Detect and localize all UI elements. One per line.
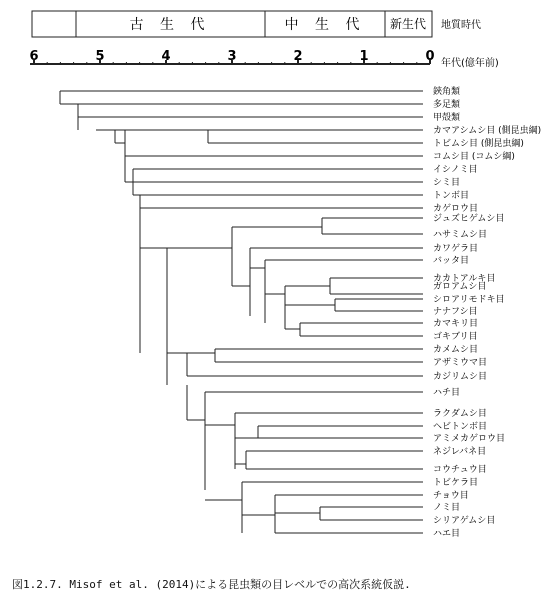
tick-label-0: 0 <box>425 49 435 64</box>
taxon-label: イシノミ目 <box>433 165 478 175</box>
taxon-label: コムシ目 (コムシ綱) <box>433 152 515 162</box>
taxon-label: 甲殻類 <box>433 113 461 123</box>
tick-label-5: 5 <box>95 49 105 64</box>
taxon-labels <box>433 85 541 539</box>
taxon-label: トビムシ目 (側昆虫綱) <box>433 139 524 149</box>
taxon-label: アザミウマ目 <box>433 358 488 368</box>
taxon-label: ハサミムシ目 <box>433 230 488 240</box>
taxon-label: ハエ目 <box>433 529 461 539</box>
era-box <box>32 11 432 37</box>
taxon-label: カワゲラ目 <box>433 244 479 254</box>
tick-label-4: 4 <box>161 49 171 64</box>
taxon-label: ヘビトンボ目 <box>433 422 488 432</box>
taxon-label: ネジレバネ目 <box>433 447 487 457</box>
taxon-label: ガロアムシ目 <box>433 282 487 292</box>
taxon-label: ジュズヒゲムシ目 <box>433 214 505 224</box>
taxon-label: アミメカゲロウ目 <box>433 434 506 444</box>
taxon-label: ゴキブリ目 <box>433 332 478 342</box>
taxon-label: ノミ目 <box>433 503 461 513</box>
era-header <box>32 11 481 37</box>
taxon-label: カゲロウ目 <box>433 204 479 214</box>
taxon-label: ナナフシ目 <box>433 307 478 317</box>
taxon-label: カジリムシ目 <box>433 372 488 382</box>
taxon-label: 多足類 <box>433 100 461 110</box>
era-cenozoic: 新生代 <box>389 17 427 31</box>
era-mesozoic: 中 生 代 <box>284 17 366 33</box>
taxon-label: カマアシムシ目 (側昆虫綱) <box>433 126 542 136</box>
taxon-label: トビケラ目 <box>433 478 479 488</box>
age-axis-label: 年代(億年前) <box>441 58 499 69</box>
time-axis <box>29 49 498 69</box>
taxon-label: ハチ目 <box>433 388 461 398</box>
taxon-label: バッタ目 <box>433 256 470 266</box>
geologic-time-label: 地質時代 <box>441 20 481 31</box>
taxon-label: カマキリ目 <box>433 319 479 329</box>
taxon-label: チョウ目 <box>433 491 469 501</box>
taxon-label: カメムシ目 <box>433 345 479 355</box>
taxon-label: トンボ目 <box>433 191 470 201</box>
taxon-label: シミ目 <box>433 178 461 188</box>
era-paleozoic: 古 生 代 <box>129 17 211 33</box>
taxon-label: シリアゲムシ目 <box>433 516 496 526</box>
tick-label-2: 2 <box>293 49 303 64</box>
taxon-label: シロアリモドキ目 <box>433 295 505 305</box>
taxon-label: カカトアルキ目 <box>433 274 496 284</box>
taxon-label: コウチュウ目 <box>433 465 487 475</box>
taxon-label: ラクダムシ目 <box>433 409 487 419</box>
phylogenetic-tree <box>60 91 423 533</box>
taxon-label: 鋏角類 <box>433 87 461 97</box>
figure-caption: 図1.2.7. Misof et al. (2014)による昆虫類の目レベルでの高次系統仮説. <box>12 578 411 591</box>
tree-branches <box>60 91 423 533</box>
tick-label-6: 6 <box>29 49 39 64</box>
tick-label-1: 1 <box>359 49 369 64</box>
tick-label-3: 3 <box>227 49 237 64</box>
